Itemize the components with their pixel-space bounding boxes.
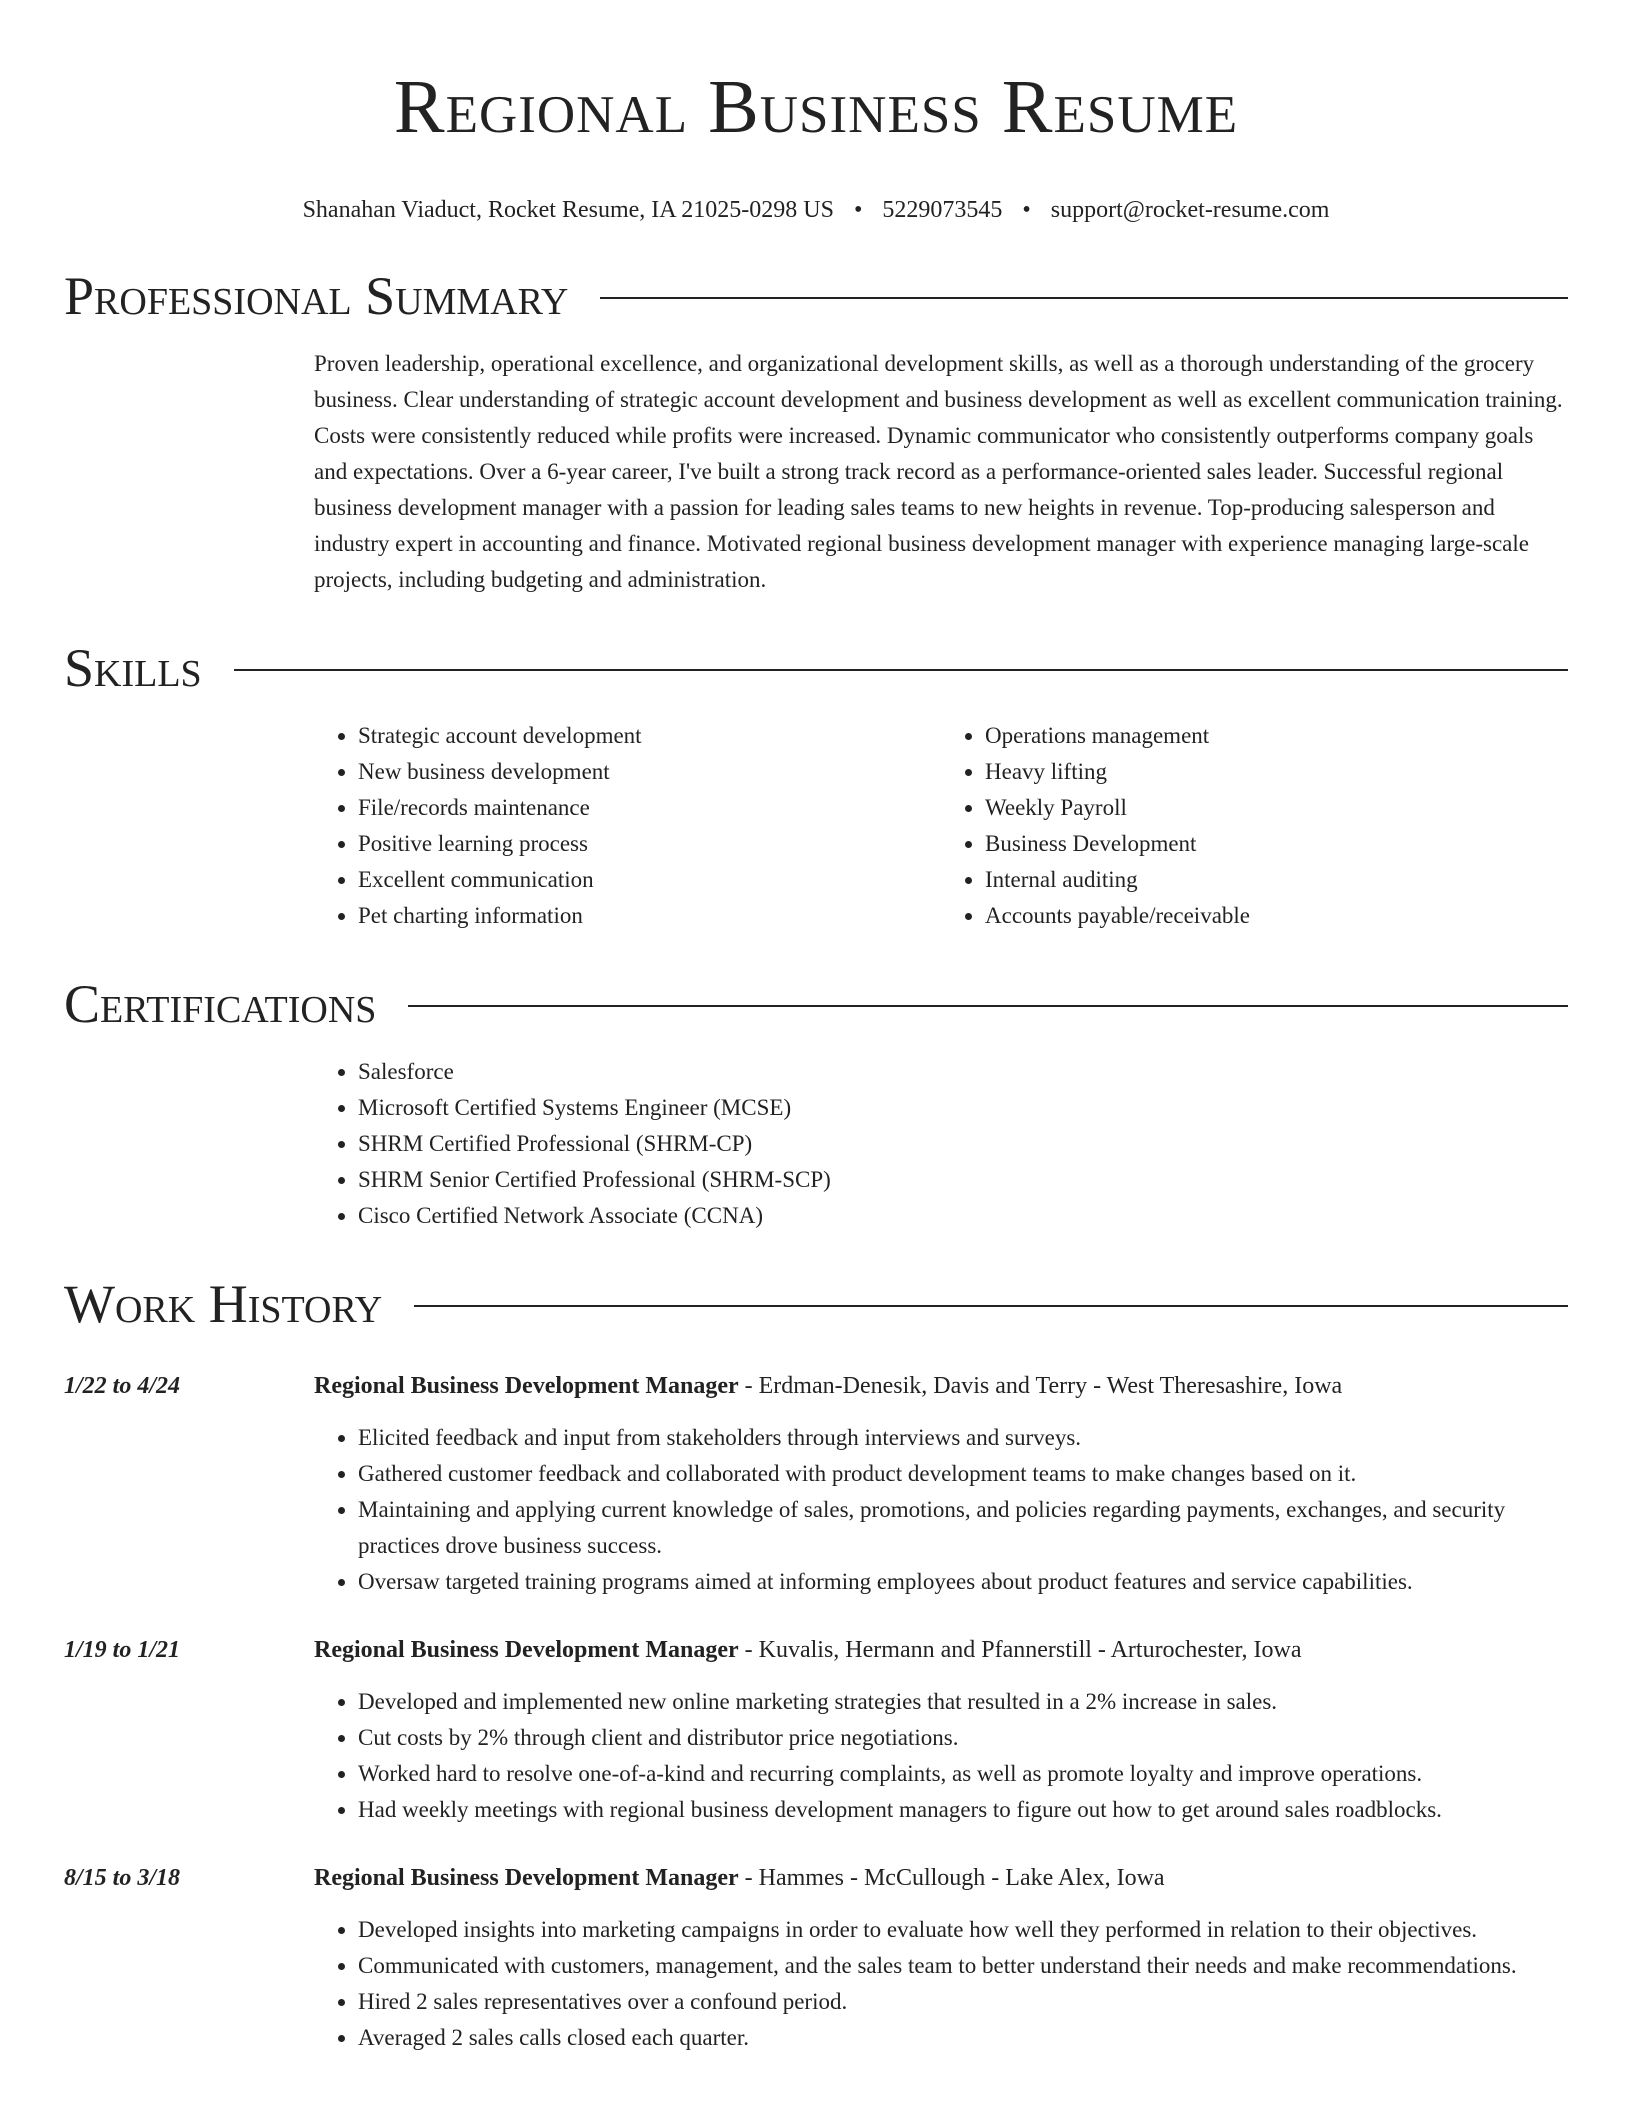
job-details: - Hammes - McCullough - Lake Alex, Iowa [738, 1865, 1165, 1891]
job-bullet: • Averaged 2 sales calls closed each quarter. [358, 2020, 1568, 2056]
contact-separator: • [853, 197, 863, 223]
job-bullet: • Cut costs by 2% through client and distributor price negotiations. [358, 1720, 1568, 1756]
skill-item: • File/records maintenance [358, 790, 941, 826]
job-title: Regional Business Development Manager [314, 1373, 739, 1399]
skill-item: • Positive learning process [358, 826, 941, 862]
section-title-certifications: Certifications [64, 974, 377, 1034]
job-bullets [314, 1420, 1568, 1600]
certification-item: • Microsoft Certified Systems Engineer (MCSE) [358, 1090, 1568, 1126]
skill-item: • Accounts payable/receivable [985, 898, 1568, 934]
job-bullet: • Had weekly meetings with regional business development managers to figure out how to get around sales roadblocks. [358, 1792, 1568, 1828]
certification-item: • Cisco Certified Network Associate (CCNA) [358, 1198, 1568, 1234]
job-title-line [314, 1368, 1568, 1404]
section-header [64, 264, 1568, 328]
contact-separator: • [1022, 197, 1031, 223]
summary-section [64, 264, 1568, 598]
contact-address: Shanahan Viaduct, Rocket Resume, IA 21025-0298 US [302, 197, 834, 223]
job-details: - Erdman-Denesik, Davis and Terry - West Theresashire, Iowa [738, 1373, 1343, 1399]
contact-email: support@rocket-resume.com [1050, 197, 1330, 223]
job-title: Regional Business Development Manager [314, 1637, 739, 1663]
skill-item: • New business development [358, 754, 941, 790]
certification-item: • SHRM Certified Professional (SHRM-CP) [358, 1126, 1568, 1162]
job-bullet: • Gathered customer feedback and collaborated with product development teams to make changes based on it. [358, 1456, 1568, 1492]
summary-content [314, 346, 1568, 598]
section-divider [600, 297, 1568, 299]
section-header [64, 972, 1568, 1036]
section-title-work-history: Work History [64, 1274, 383, 1334]
section-header [64, 1272, 1568, 1336]
skill-item: • Business Development [985, 826, 1568, 862]
job-dates: 1/22 to 4/24 [64, 1373, 181, 1399]
work-history-section [64, 1272, 1568, 2056]
certification-item: • Salesforce [358, 1054, 1568, 1090]
contact-line [64, 194, 1568, 226]
skill-item: • Weekly Payroll [985, 790, 1568, 826]
skill-item: • Heavy lifting [985, 754, 1568, 790]
summary-text: Proven leadership, operational excellence, and organizational development skills, as well as a thorough understanding of the grocery business. Clear understanding of strategic account development and business development as well as excellent communication training. Costs were consistently reduced while profits were increased. Dynamic communicator who consistently outperforms company goals and expectations. Over a 6-year career, I've built a strong track record as a performance-oriented sales leader. Successful regional business development manager with a passion for leading sales teams to new heights in revenue. Top-producing salesperson and industry expert in accounting and finance. Motivated regional business development manager with experience managing large-scale projects, including budgeting and administration. [314, 351, 1563, 592]
job-bullets [314, 1912, 1568, 2056]
skills-list-left [314, 718, 941, 934]
job-details: - Kuvalis, Hermann and Pfannerstill - Arturochester, Iowa [738, 1637, 1302, 1663]
skill-item: • Excellent communication [358, 862, 941, 898]
job-title: Regional Business Development Manager [314, 1865, 739, 1891]
job-bullet: • Elicited feedback and input from stakeholders through interviews and surveys. [358, 1420, 1568, 1456]
job-entry [64, 1368, 1568, 1600]
section-divider [408, 1005, 1568, 1007]
certifications-content [314, 1054, 1568, 1234]
job-body [314, 1860, 1568, 2056]
job-entry [64, 1860, 1568, 2056]
skills-section [64, 636, 1568, 934]
section-divider [234, 669, 1568, 671]
skill-item: • Strategic account development [358, 718, 941, 754]
section-header [64, 636, 1568, 700]
skills-content [314, 718, 1568, 934]
skill-item: • Internal auditing [985, 862, 1568, 898]
job-bullet: • Communicated with customers, management, and the sales team to better understand their needs and make recommendations. [358, 1948, 1568, 1984]
job-body [314, 1368, 1568, 1600]
skill-item: • Operations management [985, 718, 1568, 754]
job-entry [64, 1632, 1568, 1828]
section-title-summary: Professional Summary [64, 266, 569, 326]
job-bullets [314, 1684, 1568, 1828]
job-title-line [314, 1632, 1568, 1668]
certifications-section [64, 972, 1568, 1234]
job-bullet: • Worked hard to resolve one-of-a-kind and recurring complaints, as well as promote loyalty and improve operations. [358, 1756, 1568, 1792]
job-bullet: • Developed insights into marketing campaigns in order to evaluate how well they performed in relation to their objectives. [358, 1912, 1568, 1948]
job-bullet: • Maintaining and applying current knowledge of sales, promotions, and policies regarding payments, exchanges, and security practices drove business success. [358, 1492, 1568, 1564]
job-dates: 1/19 to 1/21 [64, 1637, 181, 1663]
section-divider [414, 1305, 1568, 1307]
skill-item: • Pet charting information [358, 898, 941, 934]
job-bullet: • Oversaw targeted training programs aimed at informing employees about product features and service capabilities. [358, 1564, 1568, 1600]
resume-name: Regional Business Resume [393, 65, 1239, 149]
skills-list-right [941, 718, 1568, 934]
contact-phone: 5229073545 [882, 197, 1003, 223]
job-bullet: • Hired 2 sales representatives over a confound period. [358, 1984, 1568, 2020]
certifications-list [314, 1054, 1568, 1234]
job-dates: 8/15 to 3/18 [64, 1865, 181, 1891]
job-body [314, 1632, 1568, 1828]
section-title-skills: Skills [64, 638, 202, 698]
job-bullet: • Developed and implemented new online marketing strategies that resulted in a 2% increase in sales. [358, 1684, 1568, 1720]
certification-item: • SHRM Senior Certified Professional (SHRM-SCP) [358, 1162, 1568, 1198]
job-title-line [314, 1860, 1568, 1896]
